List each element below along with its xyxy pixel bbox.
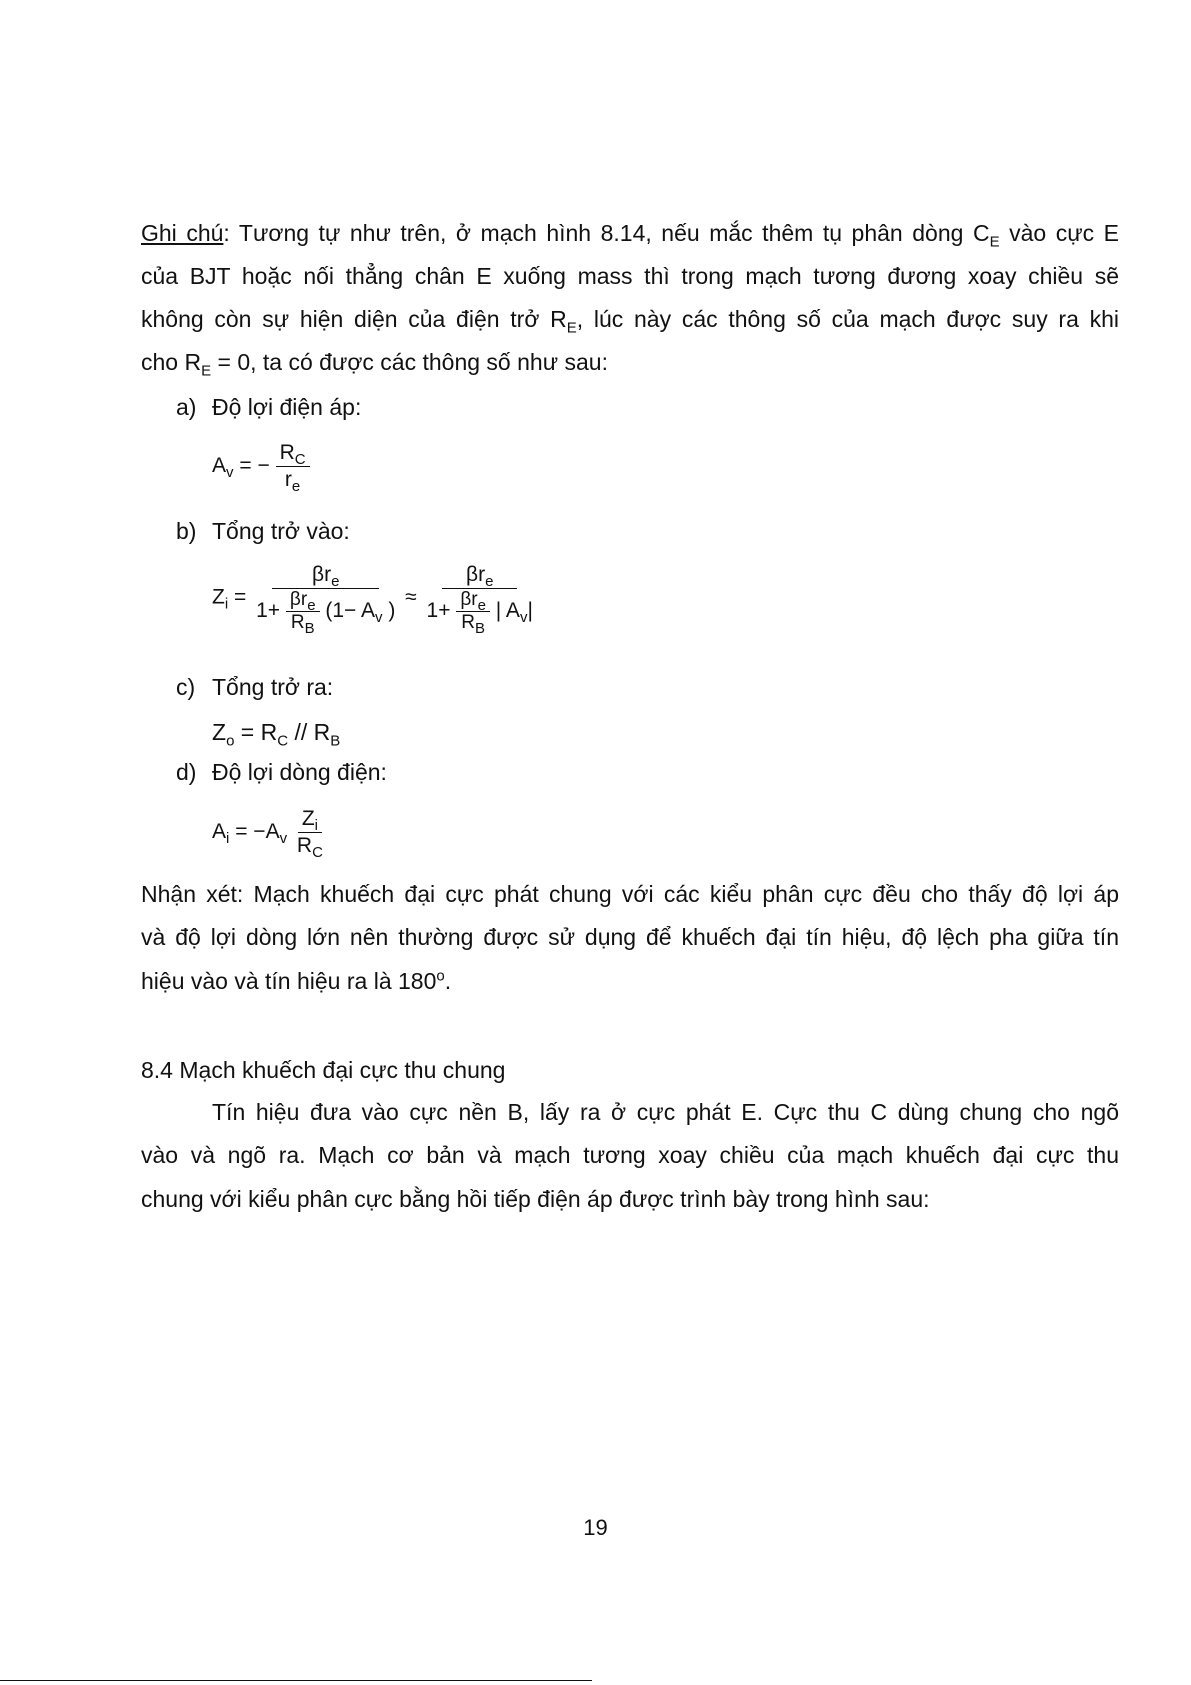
section-heading: 8.4 Mạch khuếch đại cực thu chung xyxy=(141,1057,506,1083)
footer-divider xyxy=(0,1680,592,1681)
zi-fraction-approx: $\beta r_e$ 1+ $\frac{\beta r_e}{R_B}$ | $A_v|$ xyxy=(426,563,533,637)
remark-line-3: hiệu vào và tín hiệu ra là 180$^o$. xyxy=(141,967,452,994)
note-label: Ghi chú xyxy=(141,220,224,246)
section-line-3: chung với kiểu phân cực bằng hồi tiếp điện áp được trình bày trong hình sau: xyxy=(141,1186,930,1212)
note-line-3: không còn sự hiện diện của điện trở $R_E$, lúc này các thông số của mạch được suy ra khi xyxy=(141,306,1120,337)
section-line-1: Tín hiệu đưa vào cực nền B, lấy ra ở cực phát E. Cực thu C dùng chung cho ngõ xyxy=(212,1099,1119,1125)
note-line-2: của BJT hoặc nối thẳng chân E xuống mass thì trong mạch tương đương xoay chiều sẽ xyxy=(141,263,1119,289)
item-c: c) Tổng trở ra: xyxy=(176,674,334,700)
approx-sign: ≈ xyxy=(405,585,417,609)
formula-ai: $A_i = -A_v$ $\frac{Z_i}{R_C}$ xyxy=(212,806,327,859)
section-line-2: vào và ngõ ra. Mạch cơ bản và mạch tương xoay chiều của mạch khuếch đại cực thu xyxy=(141,1142,1119,1168)
formula-zo: $Z_o = R_C // R_B$ xyxy=(212,719,341,750)
zi-fraction-exact: $\beta r_e$ 1+ $\frac{\beta r_e}{R_B}$ ($1- A_v$ ) xyxy=(256,563,396,637)
item-a: a) Độ lợi điện áp: xyxy=(176,394,362,420)
formula-zi: $Z_i$ = $\beta r_e$ 1+ $\frac{\beta r_e}{R_B}$ ($1- A_v$ ) ≈ $\beta r_e$ 1+ $\frac{\beta r_e}{R_B}$ | $A_v|$ xyxy=(212,562,537,634)
zi-inner-fraction-2: $\frac{\beta r_e}{R_B}$ xyxy=(456,589,490,634)
ai-fraction: $\frac{Z_i}{R_C}$ xyxy=(296,807,323,862)
page-number: 19 xyxy=(583,1515,608,1540)
item-b: b) Tổng trở vào: xyxy=(176,518,350,544)
item-d: d) Độ lợi dòng điện: xyxy=(176,759,387,785)
zi-inner-fraction-1: $\frac{\beta r_e}{R_B}$ xyxy=(286,589,320,634)
av-fraction: $\frac{R_C}{r_e}$ xyxy=(276,440,310,493)
note-line-1: Ghi chú: Tương tự như trên, ở mạch hình 8.14, nếu mắc thêm tụ phân dòng $C_E$ vào cực E xyxy=(141,220,1119,251)
formula-av: $A_v$ = − $\frac{R_C}{r_e}$ xyxy=(212,440,310,493)
remark-line-1: Nhận xét: Mạch khuếch đại cực phát chung với các kiểu phân cực đều cho thấy độ lợi áp xyxy=(141,881,1119,907)
remark-line-2: và độ lợi dòng lớn nên thường được sử dụng để khuếch đại tín hiệu, độ lệch pha giữa tín xyxy=(141,924,1119,950)
note-line-4: cho $R_E = 0$, ta có được các thông số như sau: xyxy=(141,349,608,380)
